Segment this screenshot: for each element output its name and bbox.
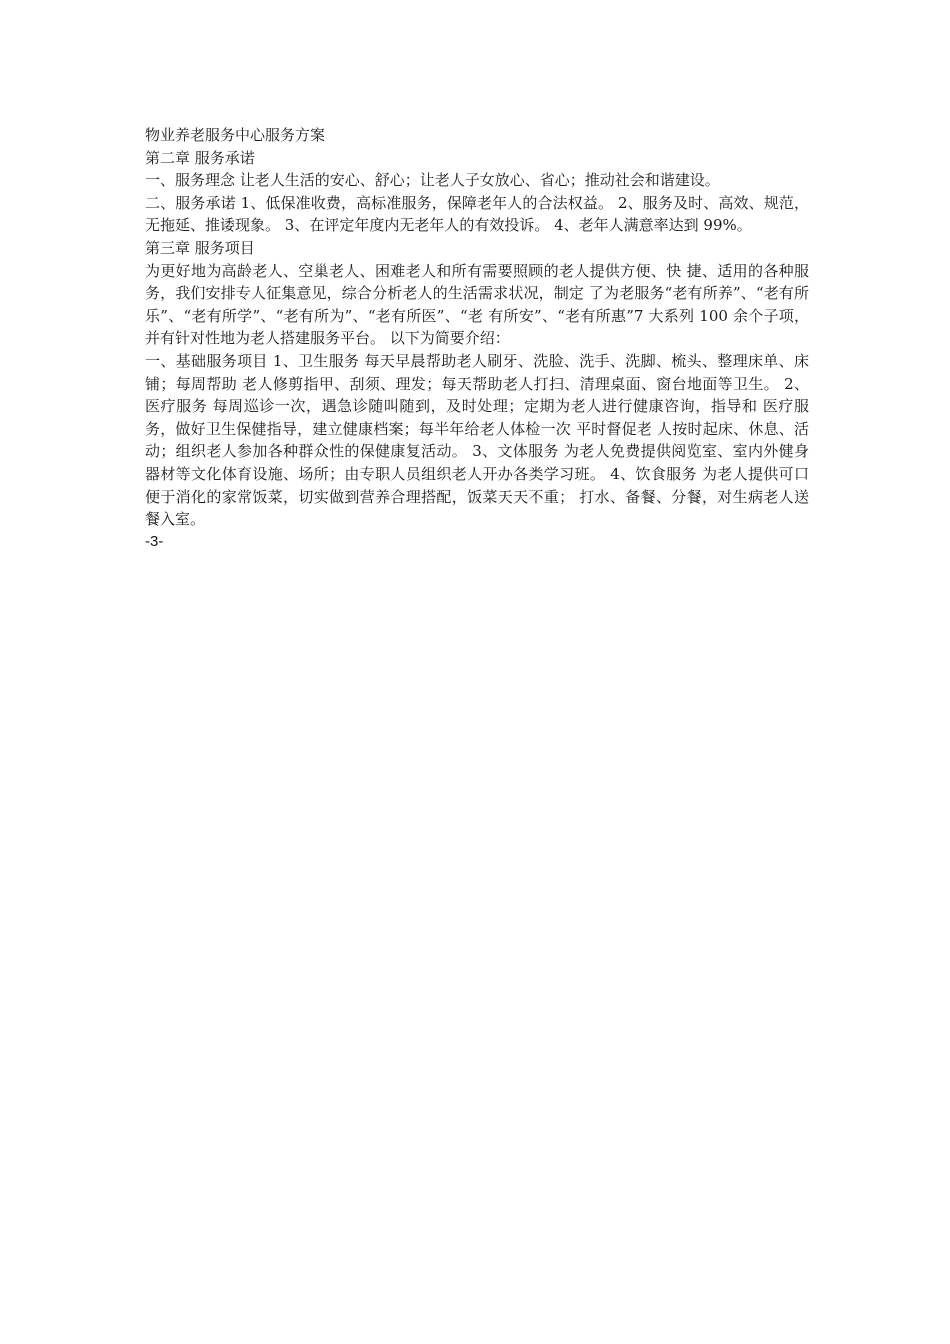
chapter-2-heading: 第二章 服务承诺 [145,148,255,167]
basic-services-paragraph: 一、基础服务项目 1、卫生服务 每天早晨帮助老人刷牙、洗脸、洗手、洗脚、梳头、整理床单、床铺；每周帮助 老人修剪指甲、刮须、理发；每天帮助老人打扫、清理桌面、窗台地面等卫生。 2、医疗服务 每周巡诊一次，遇急诊随叫随到，及时处理；定期为老人进行健康咨询，指导和 医疗服务，做好卫生保健指导，建立健康档案；每半年给老人体检一次 平时督促老 人按时起床、休息、活动；组织老人参加各种群众性的保健康复活动。 3、文体服务 为老人免费提供阅览室、室内外健身器材等文化体育设施、场所；由专职人员组织老人开办各类学习班。 4、饮食服务 为老人提供可口便于消化的家常饭菜，切实做到营养合理搭配，饭菜天天不重； 打水、备餐、分餐，对生病老人送餐入室。 [145,351,809,529]
service-philosophy-paragraph: 一、服务理念 让老人生活的安心、舒心；让老人子女放心、省心；推动社会和谐建设。 [145,171,720,190]
document-title: 物业养老服务中心服务方案 [145,126,326,144]
page-number: -3- [145,532,164,550]
service-items-intro-paragraph: 为更好地为高龄老人、空巢老人、困难老人和所有需要照顾的老人提供方便、快 捷、适用的各种服务，我们安排专人征集意见，综合分析老人的生活需求状况，制定 了为老服务“老有所养”、“老有所乐”、“老有所学”、“老有所为”、“老有所医”、“老 有所安”、“老有所惠”7 大系列 100 余个子项，并有针对性地为老人搭建服务平台。 以下为简要介绍： [145,261,809,348]
chapter-3-heading: 第三章 服务项目 [145,238,255,257]
service-commitment-paragraph: 二、服务承诺 1、低保准收费，高标准服务，保障老年人的合法权益。 2、服务及时、高效、规范，无拖延、推诿现象。 3、在评定年度内无老年人的有效投诉。 4、老年人满意率达到 99%。 [145,193,809,235]
document-page [145,124,809,553]
